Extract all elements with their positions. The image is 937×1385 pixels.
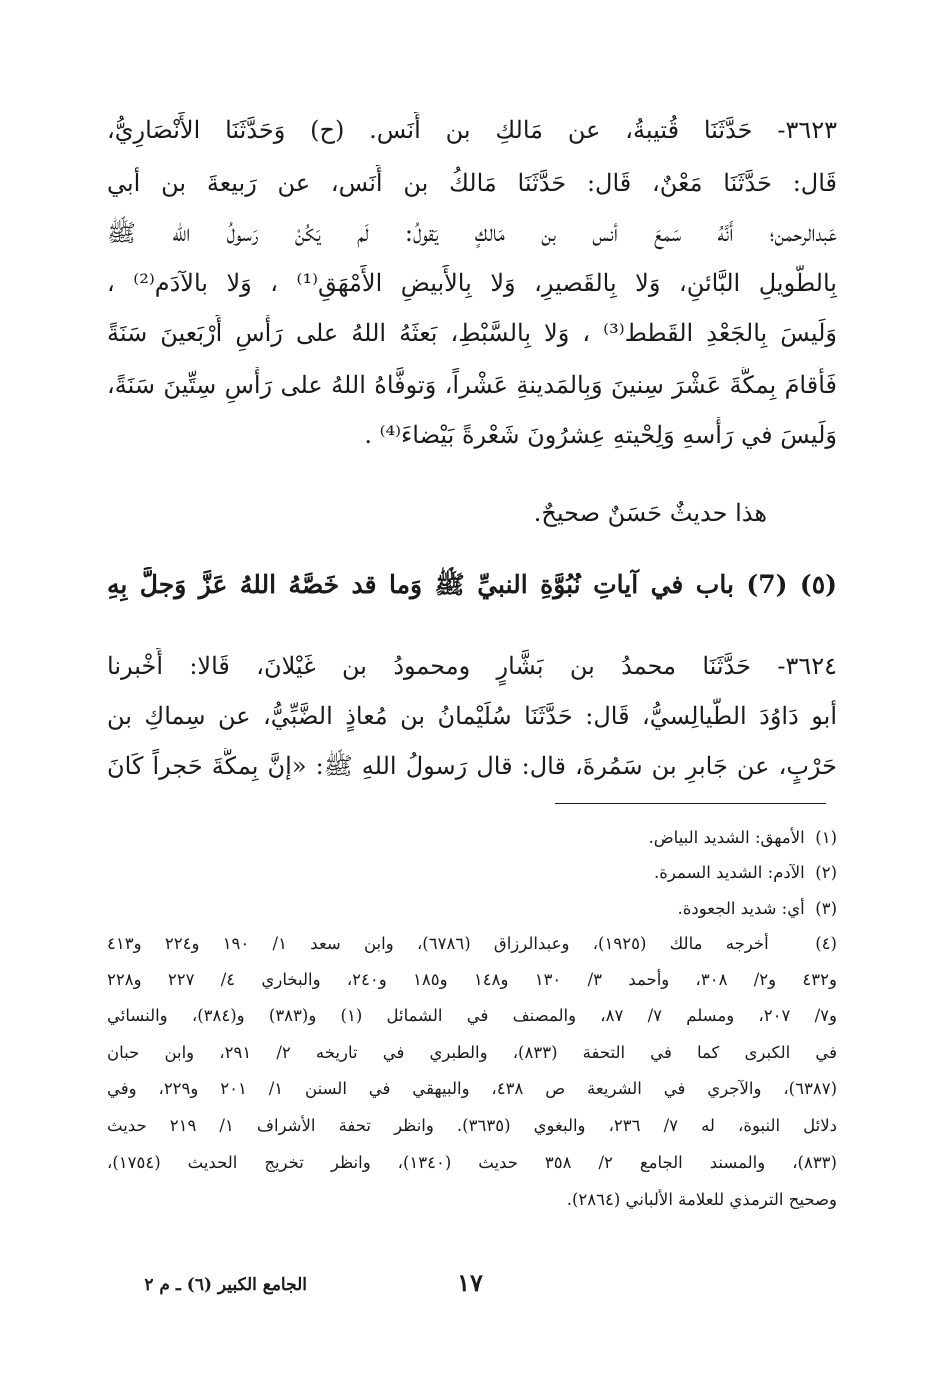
hadith-3623-line-4: بِالطَّويلِ البَّائنِ، وَلا بِالقَصيرِ، وَلا بِالأَبيضِ الأَمْهَقِ⁽¹⁾ ، وَلا بالآدَم⁽²⁾ ، — [107, 269, 837, 297]
footnote-4-text: أخرجه مالك (١٩٢٥)، وعبدالرزاق (٦٧٨٦)، وابن سعد ١/ ١٩٠ و٢٢٤ و٤١٣ — [107, 934, 769, 953]
footnote-3 — [107, 896, 837, 926]
footnote-4-line-2: و٤٣٢ و٢/ ٣٠٨، وأحمد ٣/ ١٣٠ و١٤٨ و١٨٥ و٢٤٠، والبخاري ٤/ ٢٢٧ و٢٢٨ — [107, 970, 837, 989]
footnote-1 — [107, 825, 837, 855]
footnote-4-line-8: وصحيح الترمذي للعلامة الألباني (٢٨٦٤). — [566, 1190, 837, 1209]
footnote-4-line-3: و٧/ ٢٠٧، ومسلم ٧/ ٨٧، والمصنف في الشمائل (١) و(٣٨٣) و(٣٨٤)، والنسائي — [107, 1006, 837, 1025]
footnote-2-number: (٢) — [815, 863, 837, 882]
footnote-4-line-5: (٦٣٨٧)، والآجري في الشريعة ص ٤٣٨، والبيهقي في السنن ١/ ٢٠١ و٢٢٩، وفي — [107, 1079, 837, 1098]
footnote-4-line-6: دلائل النبوة، له ٧/ ٢٣٦، والبغوي (٣٦٣٥). وانظر تحفة الأشراف ١/ ٢١٩ حديث — [107, 1116, 837, 1135]
chapter-heading: (٥) (7) باب في آياتِ نُبُوَّةِ النبيِّ ﷺ وَما قد خَصَّهُ اللهُ عَزَّ وَجلَّ بِهِ — [107, 570, 837, 599]
hadith-3624-line-1: ٣٦٢٤- حَدَّثَنَا محمدُ بن بَشَّارٍ ومحمودُ بن غَيْلانَ، قَالا: أَخْبرنا — [107, 652, 837, 680]
hadith-grade: هذا حديثٌ حَسَنٌ صحيحٌ. — [533, 499, 767, 527]
footnote-1-number: (١) — [815, 828, 837, 847]
page-number: ١٧ — [457, 1268, 483, 1297]
footnote-2-text: الآدم: الشديد السمرة. — [654, 863, 805, 882]
footnote-3-number: (٣) — [815, 899, 837, 918]
footnote-4 — [107, 931, 837, 961]
hadith-3623-line-6: فَأَقامَ بِمكَّةَ عَشْرَ سِنينَ وَبِالمَدينةِ عَشْراً، وَتوفَّاهُ اللهُ على رَأْسِ سِتِّينَ سَنَةً، — [107, 371, 837, 399]
signature-mark: الجامع الكبير (٦) ـ م ٢ — [144, 1275, 307, 1295]
hadith-3623-line-3: عَبدالرحمن؛ أَنَّهُ سَمعَ أنس بن مَالكٍ يَقولُ: لَم يَكُنْ رَسولُ الله ﷺ — [107, 219, 837, 247]
footnote-2 — [107, 860, 837, 890]
hadith-3623-line-5: وَلَيسَ بِالجَعْدِ القَطط⁽³⁾ ، وَلا بِالسَّبْطِ، بَعثَهُ اللهُ على رَأْسِ أَرْبَعينَ سَنَةً — [107, 319, 837, 347]
hadith-3623-line-7: وَلَيسَ في رَأْسهِ وَلِحْيتهِ عِشرُونَ شَعْرةً بَيْضاءَ⁽⁴⁾ . — [364, 421, 837, 449]
footnote-1-text: الأمهق: الشديد البياض. — [648, 828, 805, 847]
hadith-3623-line-1: ٣٦٢٣- حَدَّثَنَا قُتيبةُ، عن مَالكِ بن أَنَس. (ح) وَحَدَّثَنَا الأَنْصَارِيُّ، — [107, 116, 837, 144]
hadith-3623-line-2: قَال: حَدَّثَنَا مَعْنٌ، قَال: حَدَّثَنَا مَالكُ بن أَنَس، عن رَبيعةَ بن أبي — [107, 169, 837, 197]
footnote-4-number: (٤) — [815, 934, 837, 953]
footnote-4-line-7: (٨٣٣)، والمسند الجامع ٢/ ٣٥٨ حديث (١٣٤٠)، وانظر تخريج الحديث (١٧٥٤)، — [107, 1153, 837, 1172]
footnote-4-line-4: في الكبرى كما في التحفة (٨٣٣)، والطبري في تاريخه ٢/ ٢٩١، وابن حبان — [107, 1043, 837, 1062]
hadith-3624-line-3: حَرْبٍ، عن جَابرِ بن سَمُرةَ، قال: قال رَسولُ اللهِ ﷺ: «إنَّ بِمكَّةَ حَجراً كَانَ — [107, 752, 837, 780]
footnote-separator — [555, 803, 826, 804]
hadith-3624-line-2: أبو دَاوُدَ الطَّيالِسيُّ، قَال: حَدَّثَنَا سُلَيْمانُ بن مُعاذٍ الضَّبِّيُّ، عن سِماكِ بن — [107, 702, 837, 730]
footnote-3-text: أي: شديد الجعودة. — [677, 899, 805, 918]
